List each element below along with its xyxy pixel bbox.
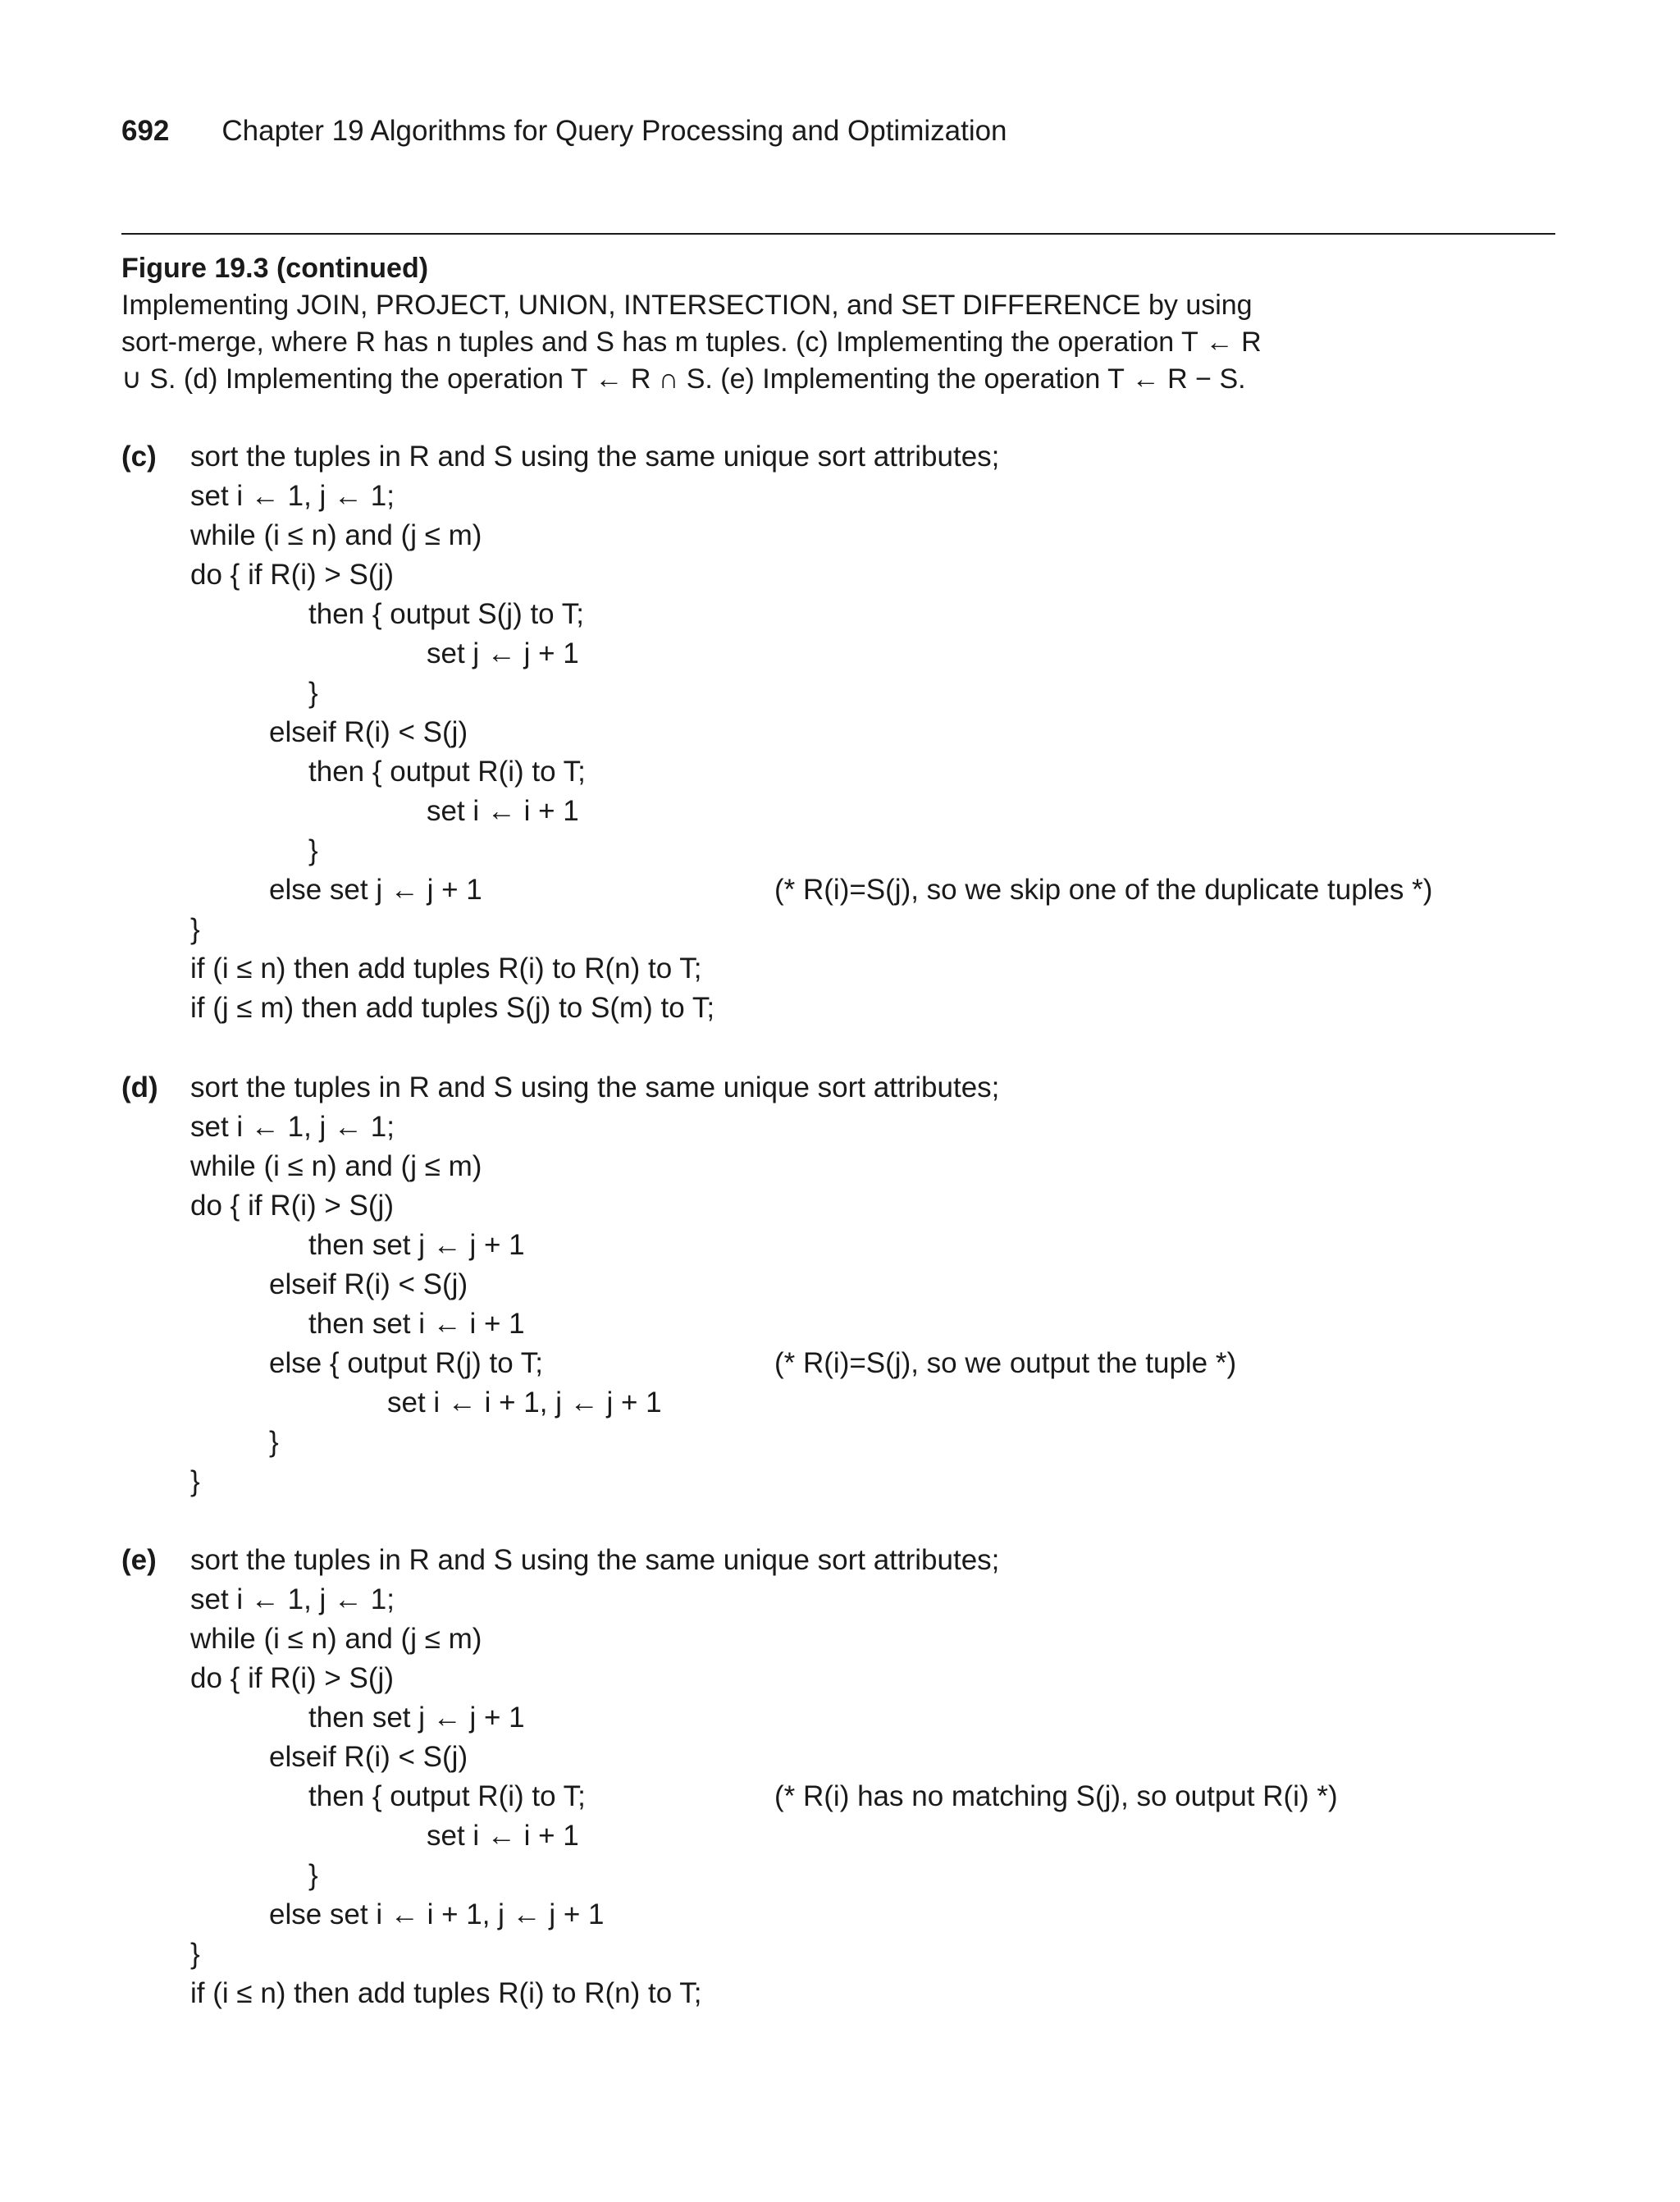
code-line: then { output S(j) to T; <box>308 598 584 630</box>
code-line: } <box>308 677 318 709</box>
code-line: else { output R(j) to T; <box>269 1347 543 1379</box>
code-line: then set j ← j + 1 <box>308 1229 525 1261</box>
code-comment: (* R(i)=S(j), so we skip one of the duplicate tuples *) <box>774 874 1433 906</box>
code-line: elseif R(i) < S(j) <box>269 1268 468 1300</box>
code-line: set i ← 1, j ← 1; <box>190 1111 395 1143</box>
code-line: if (i ≤ n) then add tuples R(i) to R(n) to T; <box>190 1977 702 2009</box>
algorithm-c-label: (c) <box>121 441 157 473</box>
code-line: if (j ≤ m) then add tuples S(j) to S(m) to T; <box>190 992 715 1024</box>
code-line: else set j ← j + 1 <box>269 874 482 906</box>
code-line: while (i ≤ n) and (j ≤ m) <box>190 1623 482 1655</box>
code-comment: (* R(i)=S(j), so we output the tuple *) <box>774 1347 1237 1379</box>
code-line: sort the tuples in R and S using the same unique sort attributes; <box>190 441 1000 473</box>
code-line: set i ← i + 1, j ← j + 1 <box>387 1387 662 1419</box>
code-line: elseif R(i) < S(j) <box>269 716 468 748</box>
code-line: } <box>269 1426 279 1458</box>
code-line: set j ← j + 1 <box>427 637 579 669</box>
code-line: if (i ≤ n) then add tuples R(i) to R(n) to T; <box>190 953 702 985</box>
code-line: then { output R(i) to T; <box>308 1780 586 1812</box>
page-header <box>121 115 1007 148</box>
code-line: sort the tuples in R and S using the same unique sort attributes; <box>190 1071 1000 1103</box>
code-line: set i ← 1, j ← 1; <box>190 1583 395 1615</box>
code-line: else set i ← i + 1, j ← j + 1 <box>269 1898 605 1930</box>
header-rule <box>121 233 1555 235</box>
code-line: while (i ≤ n) and (j ≤ m) <box>190 1150 482 1182</box>
code-line: do { if R(i) > S(j) <box>190 1662 394 1694</box>
algorithm-e-label: (e) <box>121 1544 157 1576</box>
caption-line: Implementing JOIN, PROJECT, UNION, INTERSECTION, and SET DIFFERENCE by using <box>121 290 1253 321</box>
code-line: while (i ≤ n) and (j ≤ m) <box>190 519 482 551</box>
caption-line: ∪ S. (d) Implementing the operation T ← R ∩ S. (e) Implementing the operation T ← R − S. <box>121 363 1246 395</box>
code-line: set i ← i + 1 <box>427 1820 579 1852</box>
code-line: } <box>190 913 200 945</box>
algorithm-d-label: (d) <box>121 1071 158 1103</box>
code-line: } <box>190 1465 200 1497</box>
code-line: } <box>308 834 318 866</box>
page-number: 692 <box>121 115 170 147</box>
code-line: do { if R(i) > S(j) <box>190 1190 394 1222</box>
figure-title: Figure 19.3 (continued) <box>121 253 429 284</box>
figure-caption <box>121 250 1434 398</box>
code-line: } <box>190 1938 200 1970</box>
code-line: do { if R(i) > S(j) <box>190 559 394 591</box>
code-line: sort the tuples in R and S using the same unique sort attributes; <box>190 1544 1000 1576</box>
code-line: set i ← 1, j ← 1; <box>190 480 395 512</box>
code-line: set i ← i + 1 <box>427 795 579 827</box>
caption-line: sort-merge, where R has n tuples and S has m tuples. (c) Implementing the operation T ← R <box>121 327 1262 358</box>
code-line: elseif R(i) < S(j) <box>269 1741 468 1773</box>
code-line: } <box>308 1859 318 1891</box>
code-comment: (* R(i) has no matching S(j), so output R(i) *) <box>774 1780 1338 1812</box>
code-line: then set i ← i + 1 <box>308 1308 525 1340</box>
code-line: then { output R(i) to T; <box>308 756 586 788</box>
chapter-title: Chapter 19 Algorithms for Query Processing and Optimization <box>221 115 1007 147</box>
code-line: then set j ← j + 1 <box>308 1702 525 1734</box>
